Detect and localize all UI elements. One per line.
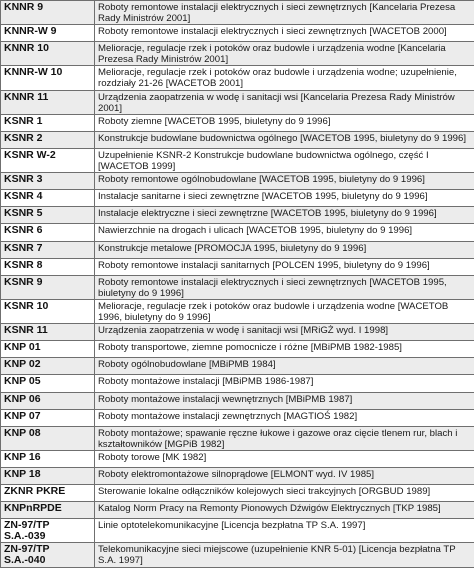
norm-code-cell: KSNR 4 <box>1 190 95 207</box>
norm-description-cell: Roboty ogólnobudowlane [MBiPMB 1984] <box>95 358 474 375</box>
norm-code-cell: KNNR 11 <box>1 90 95 114</box>
norm-description-cell: Roboty remontowe instalacji sanitarnych [POLCEN 1995, biuletyny do 9 1996] <box>95 258 474 275</box>
norm-description-cell: Linie optotelekomunikacyjne [Licencja bezpłatna TP S.A. 1997] <box>95 519 474 543</box>
norm-code-cell: KSNR 2 <box>1 131 95 148</box>
table-row <box>1 275 474 299</box>
norm-description-cell: Telekomunikacyjne sieci miejscowe (uzupełnienie KNR 5-01) [Licencja bezpłatna TP S.A. 1997] <box>95 543 474 568</box>
norm-code-cell: KNNR 10 <box>1 42 95 66</box>
table-row <box>1 341 474 358</box>
norm-description-cell: Konstrukcje budowlane budownictwa ogólnego [WACETOB 1995, biuletyny do 9 1996] <box>95 131 474 148</box>
table-row <box>1 392 474 409</box>
norm-code-cell: KSNR 8 <box>1 258 95 275</box>
table-row <box>1 190 474 207</box>
table-row <box>1 426 474 450</box>
norm-description-cell: Roboty ziemne [WACETOB 1995, biuletyny do 9 1996] <box>95 114 474 131</box>
norm-code-cell: KSNR 10 <box>1 299 95 323</box>
norm-code-cell: KNNR-W 9 <box>1 25 95 42</box>
table-row <box>1 224 474 241</box>
table-row <box>1 25 474 42</box>
norm-code-cell: KNP 16 <box>1 450 95 467</box>
table-row <box>1 173 474 190</box>
norm-code-cell: KSNR 7 <box>1 241 95 258</box>
norm-description-cell: Roboty remontowe ogólnobudowlane [WACETOB 1995, biuletyny do 9 1996] <box>95 173 474 190</box>
norm-description-cell: Roboty elektromontażowe silnoprądowe [ELMONT wyd. IV 1985] <box>95 468 474 485</box>
table-row <box>1 375 474 392</box>
table-row <box>1 543 474 568</box>
table-row <box>1 450 474 467</box>
norm-code-cell: KSNR 1 <box>1 114 95 131</box>
norm-description-cell: Melioracje, regulacje rzek i potoków oraz budowle i urządzenia wodne; uzupełnienie, rozdziały 21-26 [WACETOB 2001] <box>95 66 474 90</box>
table-row <box>1 358 474 375</box>
norm-code-cell: KNP 18 <box>1 468 95 485</box>
table-row <box>1 324 474 341</box>
norm-description-cell: Nawierzchnie na drogach i ulicach [WACETOB 1995, biuletyny do 9 1996] <box>95 224 474 241</box>
norm-description-cell: Roboty remontowe instalacji elektrycznych i sieci zewnętrznych [Kancelaria Prezesa Rady Ministrów 2001] <box>95 1 474 25</box>
norm-description-cell: Roboty remontowe instalacji elektrycznych i sieci zewnętrznych [WACETOB 1995, biuletyny do 9 1996] <box>95 275 474 299</box>
table-row <box>1 299 474 323</box>
norm-description-cell: Roboty torowe [MK 1982] <box>95 450 474 467</box>
norm-code-cell: KNP 01 <box>1 341 95 358</box>
norm-description-cell: Roboty montażowe; spawanie ręczne łukowe i gazowe oraz cięcie tlenem rur, blach i kształtowników [MGPiB 1982] <box>95 426 474 450</box>
table-row <box>1 519 474 543</box>
norm-description-cell: Katalog Norm Pracy na Remonty Pionowych Dźwigów Elektrycznych [TKP 1985] <box>95 502 474 519</box>
norm-code-cell: KNNR-W 10 <box>1 66 95 90</box>
norm-code-cell: KNP 07 <box>1 409 95 426</box>
table-row <box>1 131 474 148</box>
norm-code-cell: KNNR 9 <box>1 1 95 25</box>
table-row <box>1 241 474 258</box>
norm-code-cell: KSNR 6 <box>1 224 95 241</box>
table-row <box>1 258 474 275</box>
norms-table-body <box>1 1 474 568</box>
norm-description-cell: Melioracje, regulacje rzek i potoków oraz budowle i urządzenia wodne [WACETOB 1996, biuletyny do 9 1996] <box>95 299 474 323</box>
norm-code-cell: KNPnRPDE <box>1 502 95 519</box>
norm-code-cell: KSNR 9 <box>1 275 95 299</box>
table-row <box>1 409 474 426</box>
norm-code-cell: KSNR 5 <box>1 207 95 224</box>
table-row <box>1 1 474 25</box>
norm-description-cell: Urządzenia zaopatrzenia w wodę i sanitacji wsi [Kancelaria Prezesa Rady Ministrów 2001] <box>95 90 474 114</box>
norm-description-cell: Uzupełnienie KSNR-2 Konstrukcje budowlane budownictwa ogólnego, część I [WACETOB 1999] <box>95 148 474 172</box>
table-row <box>1 114 474 131</box>
norm-code-cell: KSNR W-2 <box>1 148 95 172</box>
norm-description-cell: Roboty montażowe instalacji zewnętrznych [MAGTIOŚ 1982] <box>95 409 474 426</box>
norm-description-cell: Roboty transportowe, ziemne pomocnicze i różne [MBiPMB 1982-1985] <box>95 341 474 358</box>
table-row <box>1 502 474 519</box>
norm-description-cell: Roboty montażowe instalacji [MBiPMB 1986-1987] <box>95 375 474 392</box>
norm-code-cell: KNP 02 <box>1 358 95 375</box>
table-row <box>1 42 474 66</box>
norm-description-cell: Melioracje, regulacje rzek i potoków oraz budowle i urządzenia wodne [Kancelaria Prezesa Rady Ministrów 2001] <box>95 42 474 66</box>
table-row <box>1 485 474 502</box>
norm-code-cell: ZN-97/TP S.A.-040 <box>1 543 95 568</box>
norm-code-cell: KSNR 11 <box>1 324 95 341</box>
table-row <box>1 148 474 172</box>
norm-code-cell: KNP 06 <box>1 392 95 409</box>
norm-code-cell: ZN-97/TP S.A.-039 <box>1 519 95 543</box>
norm-code-cell: KNP 05 <box>1 375 95 392</box>
norm-description-cell: Instalacje sanitarne i sieci zewnętrzne [WACETOB 1995, biuletyny do 9 1996] <box>95 190 474 207</box>
norm-description-cell: Roboty remontowe instalacji elektrycznych i sieci zewnętrznych [WACETOB 2000] <box>95 25 474 42</box>
norm-description-cell: Sterowanie lokalne odłączników kolejowych sieci trakcyjnych [ORGBUD 1989] <box>95 485 474 502</box>
table-row <box>1 207 474 224</box>
norm-description-cell: Roboty montażowe instalacji wewnętrznych [MBiPMB 1987] <box>95 392 474 409</box>
table-row <box>1 90 474 114</box>
norm-description-cell: Instalacje elektryczne i sieci zewnętrzne [WACETOB 1995, biuletyny do 9 1996] <box>95 207 474 224</box>
table-row <box>1 66 474 90</box>
norm-description-cell: Urządzenia zaopatrzenia w wodę i sanitacji wsi [MRiGŻ wyd. I 1998] <box>95 324 474 341</box>
norm-code-cell: KNP 08 <box>1 426 95 450</box>
table-row <box>1 468 474 485</box>
norm-code-cell: KSNR 3 <box>1 173 95 190</box>
norm-code-cell: ZKNR PKRE <box>1 485 95 502</box>
norm-description-cell: Konstrukcje metalowe [PROMOCJA 1995, biuletyny do 9 1996] <box>95 241 474 258</box>
